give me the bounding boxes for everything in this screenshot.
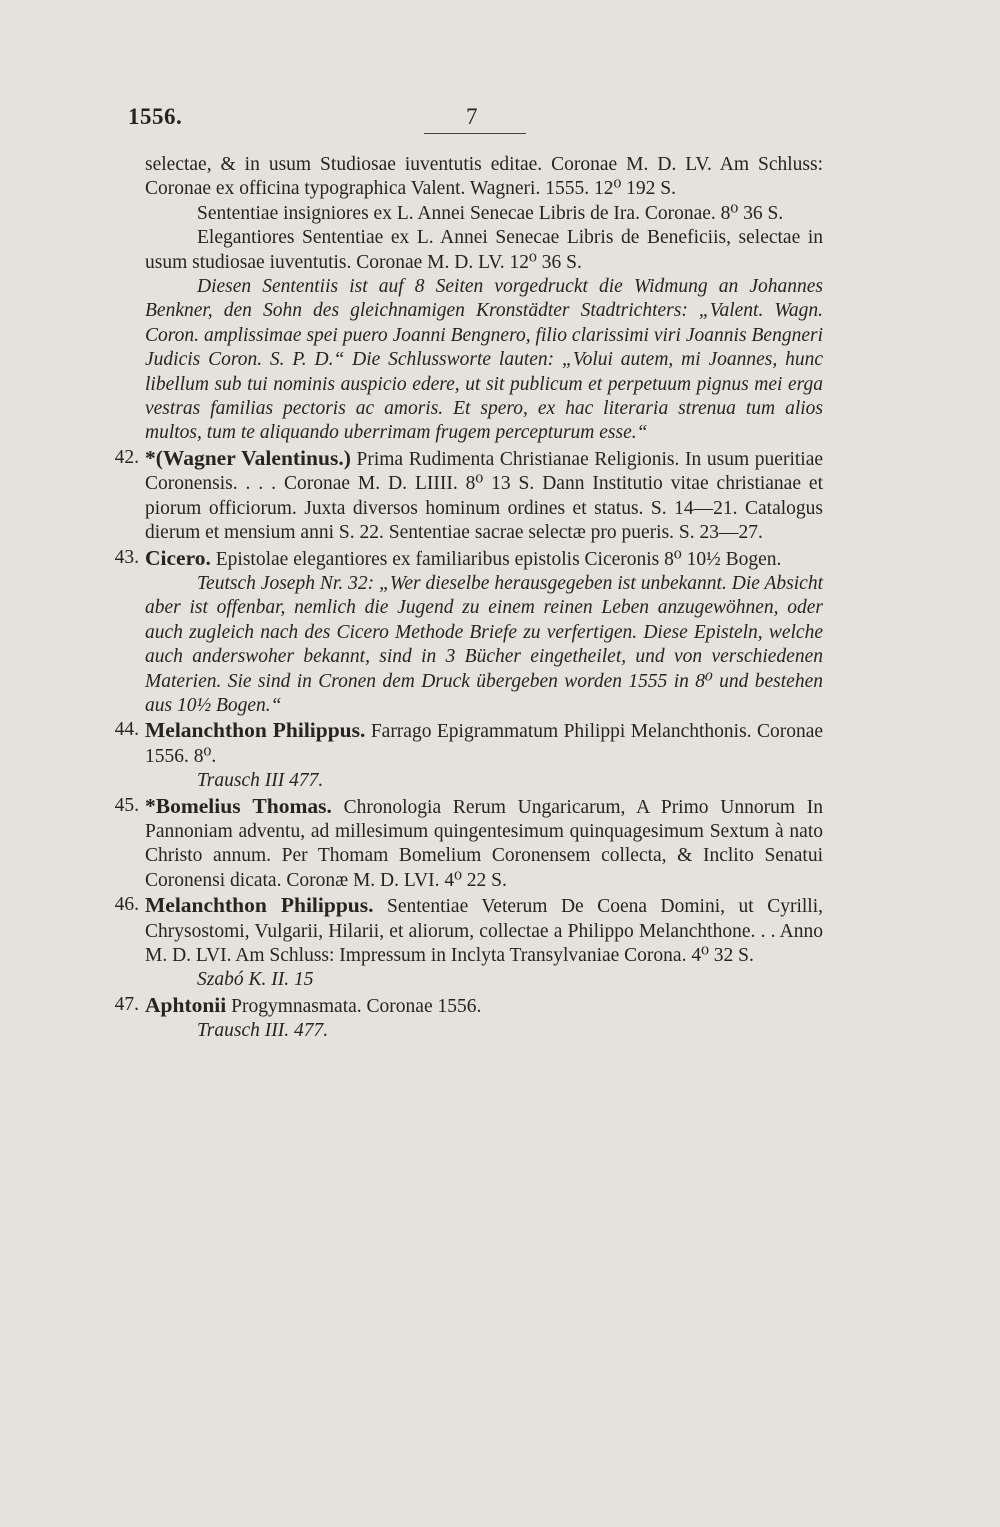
bibliography-text [114,153,824,1044]
bibliography-entry [114,445,824,546]
bibliography-entry [114,793,824,894]
running-header-year: 1556. [128,104,183,129]
entry-note: Teutsch Joseph Nr. 32: „Wer dieselbe herausgegeben ist unbekannt. Die Absicht aber ist offenbar, nemlich die Jugend zu einem reinen Leben anzugewöhnen, oder auch zugleich nach des Cicero Methode Briefe zu verfertigen. Diese Episteln, welche auch anderswoher bekannt, sind in 3 Bücher eingetheilet, und von verschiedenen Materien. Sie sind in Cronen dem Druck übergeben worden 1555 in 8⁰ und bestehen aus 10½ Bogen.“ [145,572,823,716]
entry-author: Melanchthon Philippus. [145,718,366,743]
entry-text: Progymnasmata. Coronae 1556. [231,995,482,1017]
entry-number: 45. [114,794,139,816]
continuation-paragraph: selectae, & in usum Studiosae iuventutis editae. Coronae M. D. LV. Am Schluss: Coronae ex officina typographica Valent. Wagneri. 1555. 12⁰ 192 S. [145,154,823,200]
entry-text: Farrago Epigrammatum Philippi Melanchthonis. Coronae 1556. 8⁰. [145,721,824,767]
dedication-note: Diesen Sententiis ist auf 8 Seiten vorgedruckt die Widmung an Johannes Benkner, den Sohn des gleichnamigen Kronstädter Stadtrichters: „Valent. Wagn. Coron. amplissimae spei puero Joanni Bengnero, filio clarissimi viri Joannis Bengneri Judicis Coron. S. P. D.“ Die Schlussworte lauten: „Volui autem, mi Joannes, hunc libellum sub tui nominis auspicio edere, ut sit publicum et perpetuum pignus mei erga vestras familias pectoris ac amoris. Et spero, ex hac literaria strenua tum alios multos, tum te aliquando uberrimam frugem percepturum esse.“ [145,276,823,444]
entry-reference: Trausch III 477. [197,770,324,792]
entry-number: 46. [114,894,139,916]
bibliography-entry [114,992,823,1044]
entry-author: Cicero. [145,545,211,570]
continuation-paragraph: Elegantiores Sententiae ex L. Annei Senecae Libris de Beneficiis, selectae in usum studiosae iuventutis. Coronae M. D. LV. 12⁰ 36 S. [145,227,823,273]
entry-number: 42. [114,446,139,468]
entry-reference: Szabó K. II. 15 [197,969,314,991]
entry-number: 47. [114,993,139,1015]
entry-author: *Bomelius Thomas. [145,793,332,818]
entry-text: Epistolae elegantiores ex familiaribus epistolis Ciceronis 8⁰ 10½ Bogen. [215,548,782,570]
bibliography-entry [114,718,824,793]
entry-number: 43. [114,546,139,568]
continuation-paragraph: Sententiae insigniores ex L. Annei Senecae Libris de Ira. Coronae. 8⁰ 36 S. [197,202,784,224]
entry-number: 44. [114,719,139,741]
header-rule [424,133,526,134]
entry-text: Prima Rudimenta Christianae Religionis. In usum pueritiae Coronensis. . . . Coronae M. D. LIIII. 8⁰ 13 S. Dann Institutio vitae christianae et piorum officiorum. Juxta diversos hominum ordines et status. S. 14—21. Catalogus dierum et mensium anni S. 22. Sententiae sacrae selectæ pro pueris. S. 23—27. [145,448,824,544]
entry-text: Chronologia Rerum Ungaricarum, A Primo Unnorum In Pannoniam adventu, ad millesimum quingentesimum quinquagesimum Sextum à nato Christo annum. Per Thomam Bomelium Coronensem collecta, & Inclito Senatui Coronensi dicata. Coronæ M. D. LVI. 4⁰ 22 S. [145,796,824,891]
bibliography-entry [114,893,823,993]
entry-text: Sententiae Veterum De Coena Domini, ut Cyrilli, Chrysostomi, Vulgarii, Hilarii, et aliorum, collectae a Philippo Melanchthone. . . Anno M. D. LVI. Am Schluss: Impressum in Inclyta Transylvaniae Corona. 4⁰ 32 S. [145,896,823,966]
entry-reference: Trausch III. 477. [197,1020,329,1042]
entry-author: Aphtonii [145,992,227,1017]
bibliography-entry [114,545,823,719]
entry-author: Melanchthon Philippus. [145,893,374,918]
page-number: 7 [466,104,478,129]
entry-author: *(Wagner Valentinus.) [145,445,351,470]
